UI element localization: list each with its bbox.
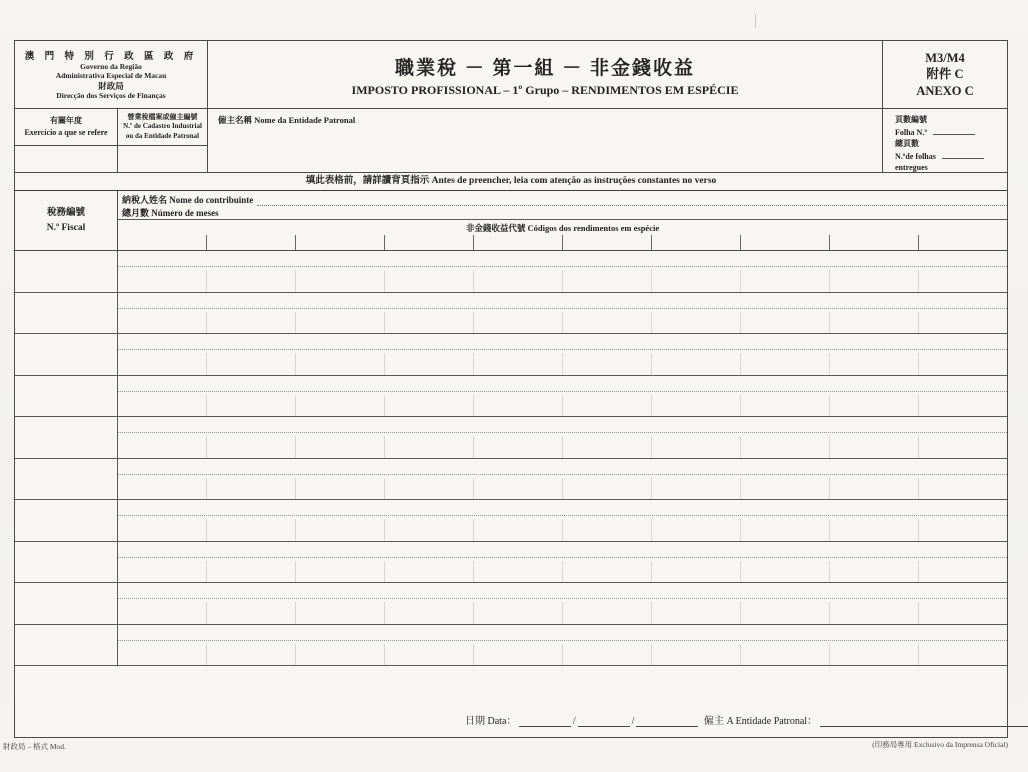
contributor-name-line[interactable] xyxy=(118,515,1007,516)
code-cell[interactable] xyxy=(206,561,295,583)
employer-name-box[interactable] xyxy=(208,109,882,172)
form-model-label: 財政局 – 格式 Mod. xyxy=(3,742,66,751)
table-row[interactable] xyxy=(15,459,1007,501)
code-cell[interactable] xyxy=(740,561,829,583)
fiscal-number-cell[interactable] xyxy=(15,334,118,375)
code-cells-row xyxy=(118,561,1007,583)
code-cells-row xyxy=(118,436,1007,458)
code-cell[interactable] xyxy=(384,353,473,375)
code-cell[interactable] xyxy=(384,436,473,458)
codes-tick-row xyxy=(118,235,1007,250)
form-border xyxy=(14,40,1008,738)
table-row[interactable] xyxy=(15,251,1007,293)
code-cell[interactable] xyxy=(829,519,918,541)
code-cell[interactable] xyxy=(740,395,829,417)
code-cell[interactable] xyxy=(206,644,295,666)
code-cell[interactable] xyxy=(562,312,651,334)
code-cell[interactable] xyxy=(651,270,740,292)
department-name-pt: Direcção dos Serviços de Finanças xyxy=(56,90,166,100)
contributor-name-line[interactable] xyxy=(118,432,1007,433)
employer-signature-input[interactable] xyxy=(820,717,1028,727)
code-cell[interactable] xyxy=(384,644,473,666)
form-code: M3/M4 xyxy=(925,51,965,65)
government-name-cn: 澳 門 特 別 行 政 區 政 府 xyxy=(24,52,198,62)
fiscal-number-cell[interactable] xyxy=(15,293,118,334)
entry-cell xyxy=(118,293,1007,334)
code-cell[interactable] xyxy=(118,312,206,334)
contributor-name-line[interactable] xyxy=(118,308,1007,309)
code-cell[interactable] xyxy=(384,519,473,541)
fiscal-number-label-pt: N.º Fiscal xyxy=(46,222,86,233)
fiscal-number-cell[interactable] xyxy=(15,376,118,417)
code-column-tick xyxy=(118,235,206,250)
total-pages-label-pt2: entregues xyxy=(895,163,928,173)
contributor-name-label: 納稅人姓名 Nome do contribuinte xyxy=(122,195,254,205)
code-cell[interactable] xyxy=(384,602,473,624)
form-title-cn: 職業稅 － 第一組 － 非金錢收益 xyxy=(394,58,695,79)
code-cell[interactable] xyxy=(562,602,651,624)
code-cell[interactable] xyxy=(295,436,384,458)
government-name-pt-line1: Governo da Região xyxy=(80,62,142,71)
months-label: 總月數 Número de meses xyxy=(122,208,219,218)
fiscal-number-cell[interactable] xyxy=(15,251,118,292)
entry-cell xyxy=(118,459,1007,500)
date-month-input[interactable] xyxy=(578,717,630,727)
entry-column-headers xyxy=(118,191,1007,250)
code-cell[interactable] xyxy=(829,644,918,666)
code-cell[interactable] xyxy=(295,602,384,624)
codes-header-label: 非金錢收益代號 Códigos dos rendimentos em espécie xyxy=(465,223,660,233)
entry-cell xyxy=(118,583,1007,624)
code-cell[interactable] xyxy=(918,519,1007,541)
code-cell[interactable] xyxy=(384,395,473,417)
code-cell[interactable] xyxy=(118,602,206,624)
table-row[interactable] xyxy=(15,542,1007,584)
form-title-pt: IMPOSTO PROFISSIONAL – 1º Grupo – RENDIMENTOS EM ESPÉCIE xyxy=(351,83,739,97)
table-header xyxy=(15,191,1007,251)
fiscal-number-cell[interactable] xyxy=(15,625,118,666)
form-title-box xyxy=(208,41,882,108)
date-field xyxy=(465,712,698,727)
contributor-name-header-line xyxy=(257,194,1007,206)
contributor-name-line[interactable] xyxy=(118,391,1007,392)
contributor-name-header-row xyxy=(118,191,1007,206)
codes-header xyxy=(118,220,1007,250)
entry-cell xyxy=(118,542,1007,583)
entry-cell xyxy=(118,500,1007,541)
employer-name-label: 僱主名稱 Nome da Entidade Patronal xyxy=(218,115,356,125)
fiscal-year-input[interactable] xyxy=(15,146,117,172)
code-cell[interactable] xyxy=(651,561,740,583)
table-row[interactable] xyxy=(15,500,1007,542)
code-cell[interactable] xyxy=(473,353,562,375)
code-cells-row xyxy=(118,602,1007,624)
code-cell[interactable] xyxy=(918,478,1007,500)
code-cell[interactable] xyxy=(473,436,562,458)
code-column-tick xyxy=(206,235,295,250)
code-cell[interactable] xyxy=(473,602,562,624)
code-column-tick xyxy=(829,235,918,250)
code-cell[interactable] xyxy=(740,519,829,541)
contributor-name-line[interactable] xyxy=(118,557,1007,558)
code-cell[interactable] xyxy=(295,561,384,583)
signature-footer xyxy=(15,666,1007,737)
fiscal-year-label xyxy=(15,109,117,146)
sheet-number-label-pt: Folha N.º xyxy=(895,127,927,137)
code-column-tick xyxy=(295,235,384,250)
code-cell[interactable] xyxy=(118,353,206,375)
code-column-tick xyxy=(651,235,740,250)
code-cell[interactable] xyxy=(118,270,206,292)
code-cell[interactable] xyxy=(295,644,384,666)
code-column-tick xyxy=(918,235,1007,250)
total-pages-label-cn: 總頁數 xyxy=(895,139,919,149)
date-label: 日期 Data： xyxy=(465,716,517,727)
code-cell[interactable] xyxy=(118,561,206,583)
code-cell[interactable] xyxy=(384,270,473,292)
fiscal-number-cell[interactable] xyxy=(15,417,118,458)
employer-signature-label: 僱主 A Entidade Patronal： xyxy=(704,716,818,727)
code-cell[interactable] xyxy=(740,478,829,500)
official-press-label: (印務局專用 Exclusivo da Imprensa Oficial) xyxy=(872,740,1008,749)
code-cell[interactable] xyxy=(473,644,562,666)
code-cell[interactable] xyxy=(918,312,1007,334)
entry-cell xyxy=(118,417,1007,458)
table-body xyxy=(15,251,1007,666)
fiscal-number-cell[interactable] xyxy=(15,500,118,541)
cadastro-number-input[interactable] xyxy=(118,146,207,172)
code-cell[interactable] xyxy=(651,436,740,458)
code-cell[interactable] xyxy=(206,270,295,292)
code-cells-row xyxy=(118,644,1007,666)
date-separator: / xyxy=(572,716,576,727)
code-cell[interactable] xyxy=(562,644,651,666)
table-row[interactable] xyxy=(15,376,1007,418)
fiscal-year-label-pt: Exercício a que se refere xyxy=(24,128,108,137)
annex-label-cn: 附件 C xyxy=(926,67,964,82)
total-pages-label-pt: N.ºde folhas xyxy=(895,151,936,161)
scan-artifact xyxy=(755,14,756,28)
code-cell[interactable] xyxy=(562,436,651,458)
code-cell[interactable] xyxy=(118,478,206,500)
code-cell[interactable] xyxy=(740,644,829,666)
code-cell[interactable] xyxy=(118,436,206,458)
code-cell[interactable] xyxy=(295,519,384,541)
table-row[interactable] xyxy=(15,334,1007,376)
fiscal-number-label-cn: 稅務編號 xyxy=(46,208,85,219)
code-cell[interactable] xyxy=(829,561,918,583)
contributor-name-line[interactable] xyxy=(118,349,1007,350)
table-row[interactable] xyxy=(15,625,1007,667)
code-cell[interactable] xyxy=(206,602,295,624)
contributor-name-line[interactable] xyxy=(118,266,1007,267)
code-cell[interactable] xyxy=(918,353,1007,375)
entry-cell xyxy=(118,251,1007,292)
code-cell[interactable] xyxy=(295,312,384,334)
cadastro-label-pt-line2: ou da Entidade Patronal xyxy=(125,131,200,140)
code-cell[interactable] xyxy=(473,395,562,417)
code-cell[interactable] xyxy=(295,395,384,417)
code-cell[interactable] xyxy=(118,644,206,666)
sheet-number-input[interactable] xyxy=(933,126,975,135)
code-cell[interactable] xyxy=(829,436,918,458)
cadastro-label-cn: 營業稅檔案或僱主編號 xyxy=(127,112,198,121)
code-cell[interactable] xyxy=(829,478,918,500)
contributor-name-line[interactable] xyxy=(118,598,1007,599)
code-cell[interactable] xyxy=(295,270,384,292)
code-cells-row xyxy=(118,478,1007,500)
code-cell[interactable] xyxy=(562,353,651,375)
code-column-tick xyxy=(740,235,829,250)
code-cell[interactable] xyxy=(829,395,918,417)
code-cell[interactable] xyxy=(473,519,562,541)
code-cell[interactable] xyxy=(918,270,1007,292)
code-cell[interactable] xyxy=(473,270,562,292)
code-cell[interactable] xyxy=(651,519,740,541)
table-row[interactable] xyxy=(15,583,1007,625)
code-cell[interactable] xyxy=(829,353,918,375)
fiscal-year-box xyxy=(15,109,118,172)
date-year-input[interactable] xyxy=(636,717,698,727)
code-cell[interactable] xyxy=(651,644,740,666)
code-column-tick xyxy=(473,235,562,250)
code-cells-row xyxy=(118,312,1007,334)
fiscal-number-column-header xyxy=(15,191,118,250)
code-cells-row xyxy=(118,353,1007,375)
entry-cell xyxy=(118,334,1007,375)
department-name-cn: 財政局 xyxy=(98,80,124,91)
fiscal-number-cell[interactable] xyxy=(15,542,118,583)
code-cell[interactable] xyxy=(740,353,829,375)
months-header-row xyxy=(118,206,1007,220)
code-cell[interactable] xyxy=(918,561,1007,583)
code-cell[interactable] xyxy=(473,312,562,334)
code-cell[interactable] xyxy=(473,478,562,500)
code-column-tick xyxy=(562,235,651,250)
code-cell[interactable] xyxy=(206,436,295,458)
code-cell[interactable] xyxy=(651,353,740,375)
code-cell[interactable] xyxy=(473,561,562,583)
date-separator: / xyxy=(631,716,635,727)
instruction-bar: 填此表格前，請詳讀背頁指示 Antes de preencher, leia com atenção as instruções constantes no verso xyxy=(15,173,1007,191)
code-cell[interactable] xyxy=(651,602,740,624)
date-day-input[interactable] xyxy=(519,717,571,727)
form-fields-row xyxy=(15,109,1007,173)
code-cell[interactable] xyxy=(918,395,1007,417)
code-cell[interactable] xyxy=(918,644,1007,666)
annex-label-pt: ANEXO C xyxy=(916,83,974,98)
code-cell[interactable] xyxy=(206,519,295,541)
code-cell[interactable] xyxy=(651,395,740,417)
fiscal-year-label-cn: 有關年度 xyxy=(50,116,82,125)
total-pages-input[interactable] xyxy=(942,150,984,159)
code-cell[interactable] xyxy=(829,312,918,334)
code-cell[interactable] xyxy=(206,312,295,334)
cadastro-number-label xyxy=(118,109,207,146)
code-cell[interactable] xyxy=(740,270,829,292)
table-row[interactable] xyxy=(15,293,1007,335)
contributor-name-line[interactable] xyxy=(118,474,1007,475)
contributor-name-line[interactable] xyxy=(118,640,1007,641)
code-cell[interactable] xyxy=(740,436,829,458)
code-cell[interactable] xyxy=(206,353,295,375)
entry-cell xyxy=(118,376,1007,417)
code-cells-row xyxy=(118,270,1007,292)
code-cell[interactable] xyxy=(206,395,295,417)
code-cell[interactable] xyxy=(829,602,918,624)
table-row[interactable] xyxy=(15,417,1007,459)
code-cell[interactable] xyxy=(206,478,295,500)
fiscal-number-cell[interactable] xyxy=(15,459,118,500)
form-code-box xyxy=(882,41,1007,108)
code-cell[interactable] xyxy=(295,478,384,500)
page-number-box xyxy=(882,109,1007,172)
code-cells-row xyxy=(118,519,1007,541)
entry-cell xyxy=(118,625,1007,666)
code-cell[interactable] xyxy=(562,478,651,500)
government-name-pt-line2: Administrativa Especial de Macau xyxy=(55,71,167,81)
code-cell[interactable] xyxy=(118,395,206,417)
code-cell[interactable] xyxy=(295,353,384,375)
form-header xyxy=(15,41,1007,109)
code-cell[interactable] xyxy=(740,602,829,624)
code-cells-row xyxy=(118,395,1007,417)
code-column-tick xyxy=(384,235,473,250)
code-cell[interactable] xyxy=(651,478,740,500)
government-box xyxy=(15,41,208,108)
code-cell[interactable] xyxy=(562,561,651,583)
code-cell[interactable] xyxy=(918,436,1007,458)
code-cell[interactable] xyxy=(740,312,829,334)
code-cell[interactable] xyxy=(384,312,473,334)
code-cell[interactable] xyxy=(651,312,740,334)
code-cell[interactable] xyxy=(118,519,206,541)
sheet-number-label-cn: 頁數編號 xyxy=(895,115,927,124)
fiscal-number-cell[interactable] xyxy=(15,583,118,624)
code-cell[interactable] xyxy=(918,602,1007,624)
code-cell[interactable] xyxy=(562,270,651,292)
cadastro-number-box xyxy=(118,109,208,172)
code-cell[interactable] xyxy=(562,395,651,417)
code-cell[interactable] xyxy=(829,270,918,292)
cadastro-label-pt-line1: N.º de Cadastro Industrial xyxy=(123,122,202,131)
employer-signature-field xyxy=(704,712,1028,727)
code-cell[interactable] xyxy=(384,561,473,583)
code-cell[interactable] xyxy=(562,519,651,541)
code-cell[interactable] xyxy=(384,478,473,500)
